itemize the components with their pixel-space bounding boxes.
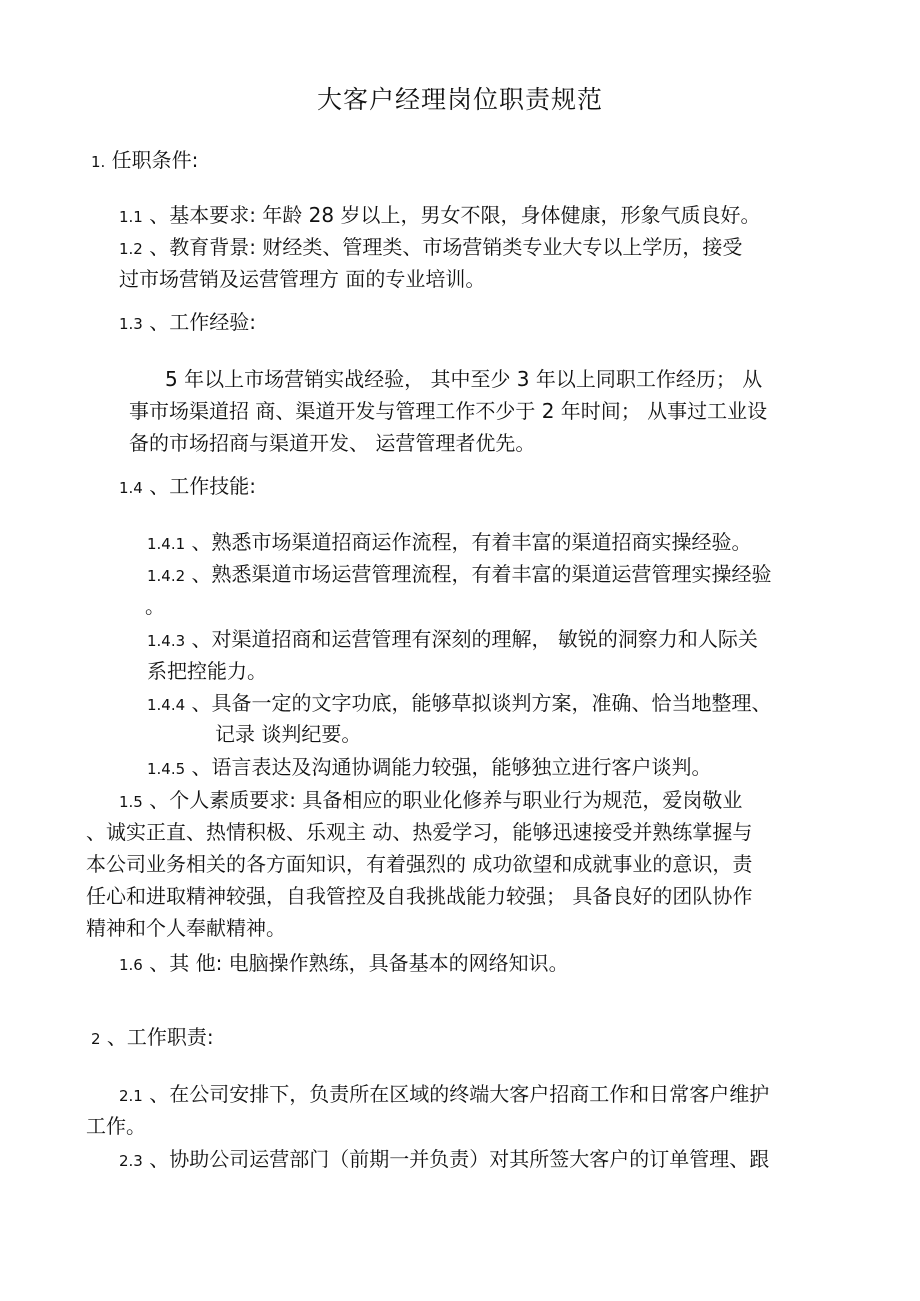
item-number: 1.2: [119, 240, 143, 258]
item-number: 1.3: [119, 315, 143, 333]
item-text: 、在公司安排下，负责所在区域的终端大客户招商工作和日常客户维护: [149, 1082, 770, 1106]
document-title: 大客户经理岗位职责规范: [316, 85, 603, 114]
section-title: 、工作职责:: [106, 1025, 214, 1049]
item-text: 、具备一定的文字功底，能够草拟谈判方案，准确、恰当地整理、: [191, 691, 772, 715]
item-2-1-cont: 工作。: [86, 1114, 146, 1138]
paragraph-line: 精神和个人奉献精神。: [86, 916, 286, 940]
item-number: 1.5: [119, 793, 143, 811]
item-number: 1.4.3: [147, 632, 186, 650]
item-1-3: [119, 307, 256, 339]
item-1-4-1: [147, 527, 752, 559]
section-number: 2: [91, 1030, 101, 1048]
item-1-4-4-cont: 记录 谈判纪要。: [215, 722, 362, 746]
item-text: 、其 他: 电脑操作熟练，具备基本的网络知识。: [149, 951, 569, 975]
item-text: 、协助公司运营部门（前期一并负责）对其所签大客户的订单管理、跟: [149, 1147, 770, 1171]
item-1-1: [119, 200, 760, 232]
item-number: 1.4.4: [147, 696, 186, 714]
item-1-4-2-cont: 。: [145, 594, 165, 618]
item-2-3: [119, 1144, 769, 1176]
paragraph-line: 5 年以上市场营销实战经验， 其中至少 3 年以上同职工作经历； 从: [165, 367, 763, 391]
item-text: 、教育背景: 财经类、管理类、市场营销类专业大专以上学历，接受: [149, 235, 743, 259]
paragraph-line: 备的市场招商与渠道开发、 运营管理者优先。: [129, 431, 536, 455]
item-2-1: [119, 1079, 769, 1111]
item-number: 2.1: [119, 1087, 143, 1105]
item-1-4-4: [147, 688, 772, 720]
item-1-4-3: [147, 624, 758, 656]
item-1-5: [119, 785, 742, 817]
item-number: 1.4: [119, 479, 143, 497]
item-text: 、对渠道招商和运营管理有深刻的理解， 敏锐的洞察力和人际关: [191, 627, 758, 651]
section-number: 1.: [91, 153, 106, 171]
paragraph-line: 、诚实正直、热情积极、乐观主 动、热爱学习，能够迅速接受并熟练掌握与: [86, 820, 753, 844]
section-2-heading: [91, 1022, 214, 1054]
paragraph-line: 任心和进取精神较强，自我管控及自我挑战能力较强； 具备良好的团队协作: [86, 884, 753, 908]
item-1-6: [119, 948, 569, 980]
item-number: 1.6: [119, 956, 143, 974]
item-1-2: [119, 232, 742, 264]
item-text: 、个人素质要求: 具备相应的职业化修养与职业行为规范，爱岗敬业: [149, 788, 743, 812]
item-number: 2.3: [119, 1152, 143, 1170]
item-text: 、基本要求: 年龄 28 岁以上，男女不限，身体健康，形象气质良好。: [149, 203, 761, 227]
item-number: 1.4.1: [147, 535, 186, 553]
section-title: 任职条件:: [111, 148, 199, 172]
item-text: 、熟悉市场渠道招商运作流程，有着丰富的渠道招商实操经验。: [191, 530, 752, 554]
item-1-2-cont: 过市场营销及运营管理方 面的专业培训。: [119, 267, 486, 291]
paragraph-line: 本公司业务相关的各方面知识，有着强烈的 成功欲望和成就事业的意识，责: [86, 852, 753, 876]
item-1-4: [119, 471, 256, 503]
section-1-heading: [91, 145, 198, 177]
item-text: 、熟悉渠道市场运营管理流程，有着丰富的渠道运营管理实操经验: [191, 562, 772, 586]
item-text: 、工作经验:: [149, 310, 256, 334]
item-1-4-3-cont: 系把控能力。: [147, 659, 267, 683]
item-1-4-2: [147, 559, 772, 591]
item-1-4-5: [147, 752, 712, 784]
item-number: 1.1: [119, 208, 143, 226]
item-text: 、工作技能:: [149, 474, 256, 498]
item-number: 1.4.2: [147, 567, 186, 585]
paragraph-line: 事市场渠道招 商、渠道开发与管理工作不少于 2 年时间； 从事过工业设: [129, 399, 768, 423]
item-number: 1.4.5: [147, 760, 186, 778]
item-text: 、语言表达及沟通协调能力较强，能够独立进行客户谈判。: [191, 755, 712, 779]
